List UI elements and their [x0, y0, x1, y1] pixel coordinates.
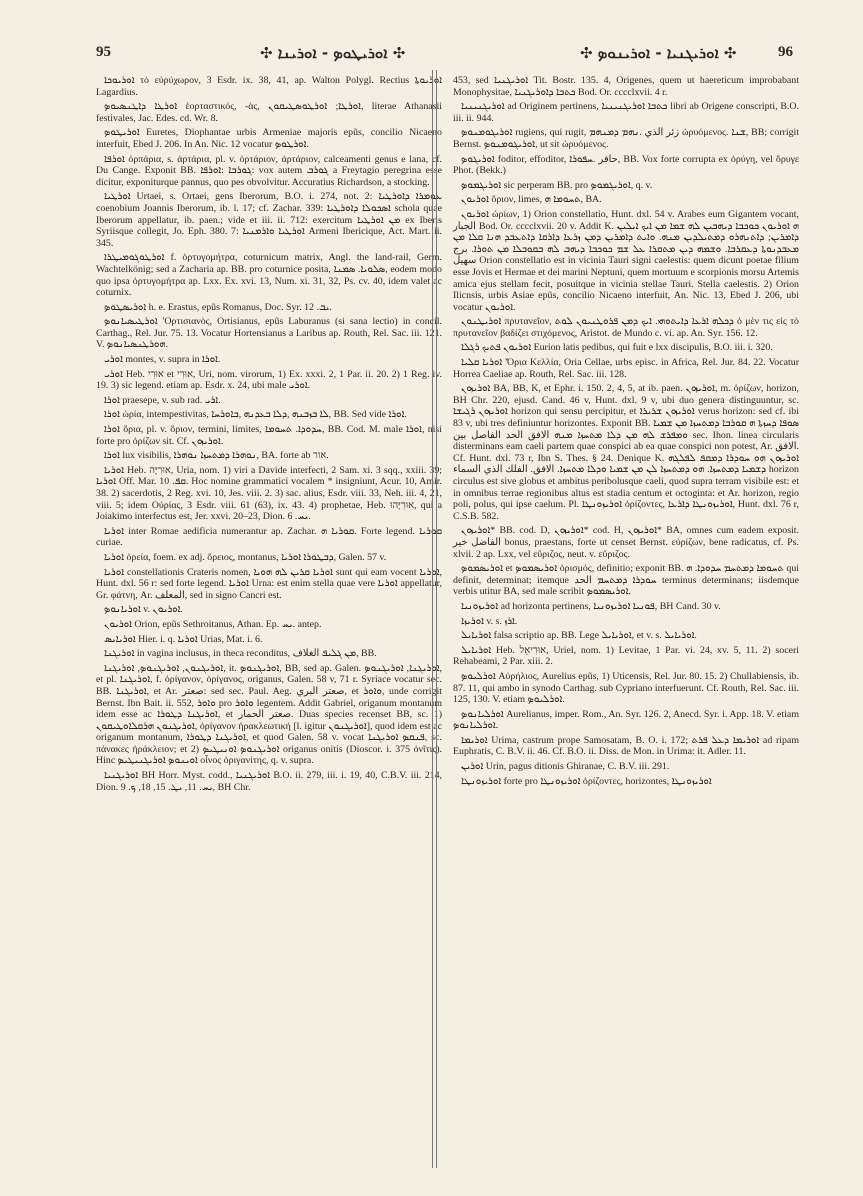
dictionary-entry: ܐܘܪܝܓܢܐ in vagina inclusus, in theca reconditus, ܡܢ ܓܠܝܦ الغلاف, BB.	[104, 648, 377, 660]
left-running-head: ✣ ܐܘܪܝܛܘܤ - ܐܘܪܝܢܐ ✣	[260, 44, 406, 62]
dictionary-entry: ܐܘܪܦܐ ὀρπάρια, s. ἀρτάρια, pl. v. ὀρτάριον, ἀρτάριον, calceamenti genus e lana, cf. Du Cange. Exponit BB. ܓܘܪܒܐ :ܐܘܪܦܐ: vox autem ܓܘܪܒ a Freytagio peregrina esse dicitur, exponiturque pannus, quo pes obvolvitur. Accuratius Richardson, a stocking.	[96, 153, 443, 188]
dictionary-entry: ܐܘܪܝܢ Urin, pagus ditionis Ghiranae, C. B.V. iii. 291.	[461, 761, 670, 773]
column-divider	[432, 70, 437, 1168]
dictionary-entry: ܐܘܪܐ ὅρια, pl. v. ὅριον, termini, limites, ܚܕܘܕܐ. ܬܚܘܡܐ, BB. Cod. M. male ܐܘܪܐ, nisi forte pro ὀρίζων sit. Cf. ܐܘܪܝܙܘܢ.	[96, 424, 443, 447]
dictionary-entry: ܐܘܪܝܐ constellationis Crateris nomen, ܐܘܪܝܐ ܩܪܝܢ ܠܗ ܗܘܝܐ sunt qui eam vocent ܐܘܪܝܐ, Hunt. dxl. 56 r: sed forte legend. ܐܘܪܝܐ Urna: est enim stella quae vere ܐܘܪܝܐ appellatur, Gr. φάτνη, Ar. المعلف, sed in signo Cancri est.	[96, 566, 443, 601]
dictionary-entry: ܐܘܪܝܐ Heb. אוּרִיָּה, Uria, nom. 1) viri a Davide interfecti, 2 Sam. xi. 3 sqq., xxiii. 39; ܐܘܪܝܐ Off. Mar. ܩܦ. 10. Hoc nomine grammatici vocalem * insigniunt, Acur. 10, Amir. 38. 2) sacerdotis, 2 Reg. xvi. 10, Jes. viii. 2. 3) sac. alius, Esdr. viii. 33, Neh. iii. 4, 21, viii. 5; idem Οὐρίας, 3 Esdr. viii. 61 (63), ix. 43. 4) prophetae, Heb. אוּרִיָּהוּ, qui a Joiakimo interfectus est, Jer. xxvi. 20–23, Dion. ܝܚ. 6.	[96, 464, 443, 523]
right-running-head: ✣ ܐܘܪܝܓܢܝܐ - ܐܘܪܝܢܘܤ ✣	[580, 44, 737, 62]
dictionary-entry: ܐܘܪܝܐܝܠ Heb. אוּרִיאֵל, Uriel, nom. 1) Levitae, 1 Par. vi. 24, xv. 5, 11. 2) soceri Rehabeami, 2 Par. xiii. 2.	[453, 644, 799, 668]
dictionary-entry: ܐܘܪܝܙܘܢ* BB. cod. D, ܐܘܪܝܙܘܢ* cod. H, ܐܘܪܝܙܘܢ* BA, omnes cum eadem exposit. الفاضل خير bonus, praestans, forte ut censet Bernst. εὐρίζων, bene radicatus, cf. Ps. xlvii. 2 ap. Lxx, vel εὔριζος, neut. v. εὔριζος.	[453, 525, 800, 560]
dictionary-entry: ܐܘܪܝܓܘܡܢܘܤ rugiens, qui rugit, زئر الذي .ܢܗܡ ܕܡܢܗܡ ὠρυόμενος. ܫܢܐ, BB; corrigit Bernst. ܐܘܪܝܓܘܡܢܘܤ, ut sit ὠρυόμενος.	[453, 127, 799, 150]
dictionary-entry: ܐܘܪܠܝܐܢܘܤ Aurelianus, imper. Rom., An. Syr. 126. 2, Anecd. Syr. i. App. 18. V. etiam ܐܘܪܠܝܐܢܘܤ.	[453, 708, 799, 732]
dictionary-entry: ܐܘܪܝܐ ὀρεία, foem. ex adj. ὄρειος, montanus, ܕܒܛܘܪܐ ܐܘܪܝܐ, Galen. 57 v.	[104, 551, 387, 563]
dictionary-entry: ܐܘܪܐ praesepe, v. sub rad. ܐܪܝ.	[104, 394, 221, 406]
dictionary-entry: ܐܘܪܝܘܟܐ τὸ εὐρύχωρον, 3 Esdr. ix. 38, 41, ap. Walton Polygl. Rectius ܐܘܪܝܘܬܐ Lagardius.	[96, 75, 442, 98]
dictionary-entry: ܐܘܪܝܓܢܝܐ BH Horr. Myst. codd., ܐܘܪܝܓܢܝܐ B.O. ii. 279, iii. i. 19, 40, C.B.V. iii. 214, Dion. ܝܚ. 11, ܝܛ. 15, 18, ܟ. 9, BH Chr.	[96, 770, 442, 793]
dictionary-entry: ܐܘܪܝܓܢܝܢܝܐ ad Originem pertinens, ܟܬܒܐ ܐܘܪܝܓܢܝܢܝܐ libri ab Origene conscripti, B.O. iii. ii. 944.	[453, 101, 799, 124]
dictionary-entry: ܐܘܪܝ montes, v. supra in ܐܘܪܐ.	[104, 354, 221, 366]
dictionary-entry: ܐܘܪܝܙܘܢܛܐ forte pro ܐܘܪܝܙܘܢܛܐ ὁρίζοντες, horizontes, ܐܘܪܝܙܘܢܛܐ	[461, 775, 712, 787]
dictionary-entry: ܐܘܪܝܙܘܢܝܐ ad horizonta pertinens, ܦܘܢܝܐ ܐܘܪܝܙܘܢܝܐ, BH Cand. 30 v.	[461, 600, 721, 612]
dictionary-entry: ܐܘܪܝܐܝܠ falsa scriptio ap. BB. Lege ܐܘܪܝܐܝܠ, et v. s. ܐܘܪܝܐܝܠ.	[461, 630, 697, 642]
dictionary-entry: ܐܘܪܝܛܘܤ Euretes, Diophantae urbis Armeniae majoris epũs, concilio Nicaeno interfuit, Ebed J. 206. In An. Nic. 12 vocatur ܐܘܪܛܘܤ.	[96, 127, 442, 150]
dictionary-entry: ܐܘܪܝܣܛܘܤ h. e. Erastus, epũs Romanus, Doc. Syr. ܝܒ. 12.	[104, 301, 332, 313]
page-header	[0, 36, 863, 66]
dictionary-entry: ܐܘܪܝܣܡܘܤ et ܐܘܪܝܣܡܘܤ ὁρισμός, definitio; exponit BB. ܬܚܘܡܐ ܕܡܬܚܡ ܚܕܘܕܐ. ܗ qui definit, determinat; itemque ܚܘܕܪܐ ܕܡܬܚܡ الحد terminus determinans; iisdemque verbis utitur BA, sed male scribit ܐܘܪܝܣܡܘܤ.	[453, 563, 799, 598]
left-column	[96, 75, 442, 796]
right-column	[453, 75, 799, 790]
dictionary-entry: ܐܘܪܝܛܢܘܢ πρυτανεῖον, ܕܟܠܗ ܐܪܥܐ ܕܐܝܬܘܗܝ. ܐܝܟ ܕܡܢ ܦܪܘܛܢܝܘܢ ܠܘܬ ὁ μὲν τις εἰς τὸ πρυτανεῖον βαδίζει στιχόμενος, Aristot. de Mundo c. vi. ap. An. Syr. 156. 12.	[453, 316, 799, 339]
dictionary-entry: ܐܘܪܝܘܢ ܦܬܝܟ ܪܓܠܐ Eurion latis pedibus, qui fuit e lxx discipulis, B.O. iii. i. 320.	[461, 342, 773, 354]
dictionary-entry: ܐܘܪܝܘܢ Orion, epũs Sethroitanus, Athan. Ep. ܝܚ. antep.	[104, 618, 322, 630]
dictionary-entry: ܐܘܪܝܐܝܣ Hier. i. q. ܐܘܪܝܐ Urias, Mat. i. 6.	[104, 633, 263, 645]
dictionary-entry: ܐܘܪܝܐ inter Romae aedificia numerantur ap. Zachar. ܩܘܪܝܐ ܗ. Forte legend. ܩܘܪܝܐ curiae.	[96, 525, 442, 549]
dictionary-entry: 453, sed ܐܘܪܝܓܢܝܐ Tit. Bostr. 135. 4, Origenes, quem ut haereticum improbabant Monophysitae, ܟܬܒܐ ܕܐܘܪܝܓܢܝܐ Bod. Or. cccclxvii. 4 r.	[453, 75, 799, 98]
dictionary-entry: ܐܘܪܛܝܣܝܐܢܘܤ 'Ορτισιανὸς, Ortisianus, epũs Laburanus (si sana lectio) in concil. Carthag., Rel. Jur. 75. 13. Vocatur Hortensianus a Laribus ap. Routh, Rel. Sac. iii. 121. V. ܗܘܪܛܢܣܝܐܢܘܤ.	[96, 316, 442, 351]
right-page-number: 96	[778, 44, 793, 60]
dictionary-entry: ܐܘܪܝ Heb. אוּרִי et אוּרִי, Uri, nom. virorum, 1) Ex. xxxi. 2, 1 Par. ii. 20. 2) 1 Reg. iv. 19. 3) sic legend. etiam ap. Esdr. x. 24, ubi male ܐܘܪܝ.	[96, 368, 443, 392]
dictionary-entry: ܐܘܪܝܐ ܩܠܝܐ 'Όρια Κελλία, Oria Cellae, urbs episc. in Africa, Rel. Jur. 84. 22. Vocatur Horrea Caeliae ap. Routh, Rel. Sac. iii. 128.	[453, 357, 799, 380]
dictionary-entry: ܐܘܪܝܐܢܘܤ v. ܐܘܪܝܘܢ.	[104, 604, 183, 616]
dictionary-entry: ܐܘܪܝܙܐ v. s. ܐܪܙ.	[461, 615, 518, 627]
dictionary-entry: ܐܘܪܝܙܘܢ BA, BB, K, et Ephr. i. 150. 2, 4, 5, at ib. paen. ܐܘܪܝܙܘܢ, m. ὁρίζων, horizon, BH Chr. 220, ejusd. Cand. 46 v, Hunt. dxl. 9 v, ubi duo genera distinguuntur, sc. ܐܘܪܝܙܘܢ ܪܓܝܫܐ horizon qui sensu percipitur, et ܐܘܪܝܙܘܢ ܫܪܝܪܐ verus horizon: sed cf. ibi 83 v, ubi tres definiuntur horizontes. Exponit BB. ܣܘܦܐ ܕܚܙܬܐ ܗ ܩܘܪܒܐ ܕܡܬܚܙܐ ܡܢ ܫܡܝܐ ܘܡܦܪܫ ܠܗ ܡܢ ܕܠܐ ܡܬܚܙܐ ܡܢܗ الافق الحد الفاصل بين sec. Ihon. linea circularis disterminans eam caeli partem quae conspici ab ea quae conspici non potest, Ar. الافق. Cf. Hunt. dxl. 73 r, Ibn S. Thes. § 24. Denique K. ܐܘܪܝܙܘܢ ܗܘ ܚܘܕܪܐ ܕܡܩܦ ܠܦܠܓܗ ܕܫܡܝܐ ܕܡܬܚܙܐ. ܗܘ ܕܡܬܚܙܐ ܠܢ ܡܢ ܫܡܝܐ ܘܕܠܐ ܡܬܚܙܐ. الافق. الفلك الذي السماء horizon circulus est sive globus et ambitus peribolusque caeli, quod supra terram visibile est: et in omnibus terrae regionibus altus est stadia centum et octoginta: et Ar. horizon, regio poli, polus, qui ipse caelum. Pl. ܐܘܪܝܙܘܢܛܐ ὁρίζοντες, ܐܘܪܝܙܘܢܛܐ ܕܐܪܥܐ, Hunt. dxl. 76 r, C.S.B. 582.	[453, 383, 799, 522]
dictionary-entry: ܐܘܪܐ ὠρία, intempestivitas, ܠܐ ܒܙܒܢܗ ,ܕܠܐ ܒܥܕܢܗ ,ܒܐܘܪܚܐ, BB. Sed vide ܐܘܪܐ.	[104, 409, 407, 421]
dictionary-entry: ܐܘܪܛܝܐ Urtaei, s. Ortaei, gens Iberorum, B.O. i. 274, not. 2: ܥܘܡܪܐ ܕܐܘܪܛܝܐ coenobium Joannis Iberorum, ib. l. 17; cf. Zachar. 339: ܐܣܟܘܠܐ ܕܐܘܪܛܝܐ schola quae Iberorum appellatur, ib. paen.; vide et iii. ii. 712: exercitum ܡܢ ܐܘܪܛܝܐ ex Iberis Syriisque collegit, Jo. Eph. 380. 7: ܐܘܪܛܝܐ ܘܐܪܡܢܝܐ Armeni Ibericique, Act. Mart. ii. 345.	[96, 191, 443, 249]
dictionary-entry: ܐܘܪܝܓܢܘܢ, ܐܘܪܝܓܢܘܤ, ܐܘܪܝܓܢܐ, it. ܐܘܪܝܓܢܘܤ, BB, sed ap. Galen. ܐܘܪܝܓܢܐ, ܐܘܪܝܓܢܘܤ, et pl. ܐܘܪܝܓܢܐ, f. ὀρίγανον, ὀρίγανος, origanus, Galen. 58 v, 71 r. Syriace vocatur sec. BB. ܐܘܪܝܓܢܐ, et Ar. صعتر: sed sec. Paul. Aeg. صعتر البري, et ܘܐܘܪ, unde corrigit Bernst. Ibn Bait. ii. 552, ܘܐܘܪ pro ܘܐܘܪ legentem. Addit Gabriel, origanum montanum idem esse ac ܐܘܪܝܓܢܐ ܕܛܘܪܐ, et صعتر الحمار. Duas species recenset BB, sc. 1) ܐܘܪܝܓܢܘܢ ܗܪܩܠܐܘܛܝܩܘܢ, ὀρίγανον ἡρακλεωτική [l. igitur ܐܘܪܝܓܢܘܢ], quod idem est ac origanum montanum, ܐܘܪܝܓܢܐ ܕܛܘܪܐ, et quod Galen. 58 v. vocat ܦܢܩܤ ܐܘܪܝܓܢܐ, sc. πάνακες ἡράκλειον; et 2) ܐܘܪܝܓܢܘܤ ܐܘܢܝܛܝܤ origanus onitis (Dioscor. i. 375 ὀνῖτις). Hinc ܐܘܝܢܘܤ ܐܘܪܝܓܢܝܛܝܤ οἶνος ὀριγανίτης, q. v. supra.	[96, 662, 443, 767]
dictionary-entry: ܐܘܪܝܓܘܤ foditor, effoditor, حافر .ܚܦܘܪܐ, BB. Vox forte corrupta ex ὀρύγη, vel ὄρυγε Phot. (Bekk.)	[453, 153, 800, 177]
dictionary-entry: ܐܘܪܝܡܐ Urima, castrum prope Samosatam, B. O. i. 172; ܐܘܪܝܡܐ ܕܥܠ ܦܪܬ ad ripam Euphratis, C. B.V. ii. 46. Cf. B.O. ii. Diss. de Mon. in Urima: it. Adler. 11.	[453, 734, 800, 758]
dictionary-entry: ܐܘܪܝܘܢ ὅριον, limes, ܬܚܘܡܐ ܗ, BA.	[461, 194, 602, 206]
dictionary-entry: ܐܘܪܛܐ ܕܐܛܢܣܝܘܤ ἑορταστικός, -ὰς, ܐܘܪܛܐ; ܐܘܪܛܘܤܛܝܩܘܢ, literae Athanasii festivales, Jac. Edes. cd. Wr. 8.	[96, 101, 443, 124]
dictionary-entry: ܐܘܪܝܓܡܘܤ sic perperam BB. pro ܐܘܪܝܓܡܘܤ, q. v.	[461, 179, 653, 191]
dictionary-entry: ܐܘܪܛܘܓܘܡܝܛܪܐ f. ὀρτυγομήτρα, coturnicum matrix, Angl. the land-rail, Germ. Wachtelkönig; sed a Zacharia ap. BB. pro coturnice posita, ܣܠܘܝܐ. ܣܡܢܐ, eodem modo quo ipsa ὀρτυγομήτρα ap. Lxx. Ex. xvi. 13, Num. xi. 31, 32, Ps. cv. 40, idem valet ac coturnix.	[96, 252, 442, 299]
left-page-number: 95	[96, 44, 111, 60]
dictionary-entry: ܐܘܪܠܝܘܤ Αὐρήλιος, Aurelius epũs, 1) Uticensis, Rel. Jur. 80. 15. 2) Chullabiensis, ib. 87. 11, qui ambo in synodo Carthag. sub Cypriano interfuerunt. Cf. Routh, Rel. Sac. iii. 125, 130. V. etiam ܐܘܪܠܝܘܤ.	[453, 670, 799, 706]
dictionary-entry: ܐܘܪܐ lux visibilis, ܢܘܗܪܐ ܕܡܬܚܙܐ ܢܘܗܪܐ, BA. forte ab אור.	[104, 450, 329, 462]
dictionary-entry: ܐܘܪܝܘܢ ὠρίων, 1) Orion constellatio, Hunt. dxl. 54 v. Arabes eum Gigantem vocant, الجبار Bod. Or. cccclxvii. 20 v. Addit K. ܗ ܐܘܪܝܘܢ ܟܘܟܒܐ ܕܝܗܒܝܢ ܠܗ ܫܡܐ ܡܢ ܐܝܟ ܐܝܠܝܢ ܕܐܡܪܝܢ; ܕܐܬܢܗܪܘ ܕܡܬܝܠܕܝܢ ܡܢܗ. ܘܐܝܬ ܕܐܡܪܝܢ ܕܡܢ ܙܪܥܐ ܕܐܪܩܐ ܕܐܬܥܒܕ ܗܢܐ ܩܠܐ ܡܢ ܡܥܒܕܢܘܬܐ ܕܥܩܪܒܐ. ܘܫܡܗ ܕܝܢ ܡܬܩܪܐ ܥܠ ܫܡ ܟܘܟܒܐ ܕܝܗܒ ܠܗ ܒܩܘܒܠܐ ܡܢ ܬܘܪܐ. برج سهيل Orion constellatio est in vicinia Tauri signi caelestis: quem dicunt poetae filium esse Jovis et Hermae et dei marini Neptuni, quem mortuum e scorpionis morsu Artemis amica ejus stellam fecit, posuitque in vicinia stellae Tauri. Stella caelestis. 2) Orion Ilicnsis, urbis Asiae epũs, concilio Nicaeno interfuit, An. Nic. 13, Ebed J. 206, ubi vocatur ܐܘܪܝܘܢ.	[453, 208, 799, 313]
